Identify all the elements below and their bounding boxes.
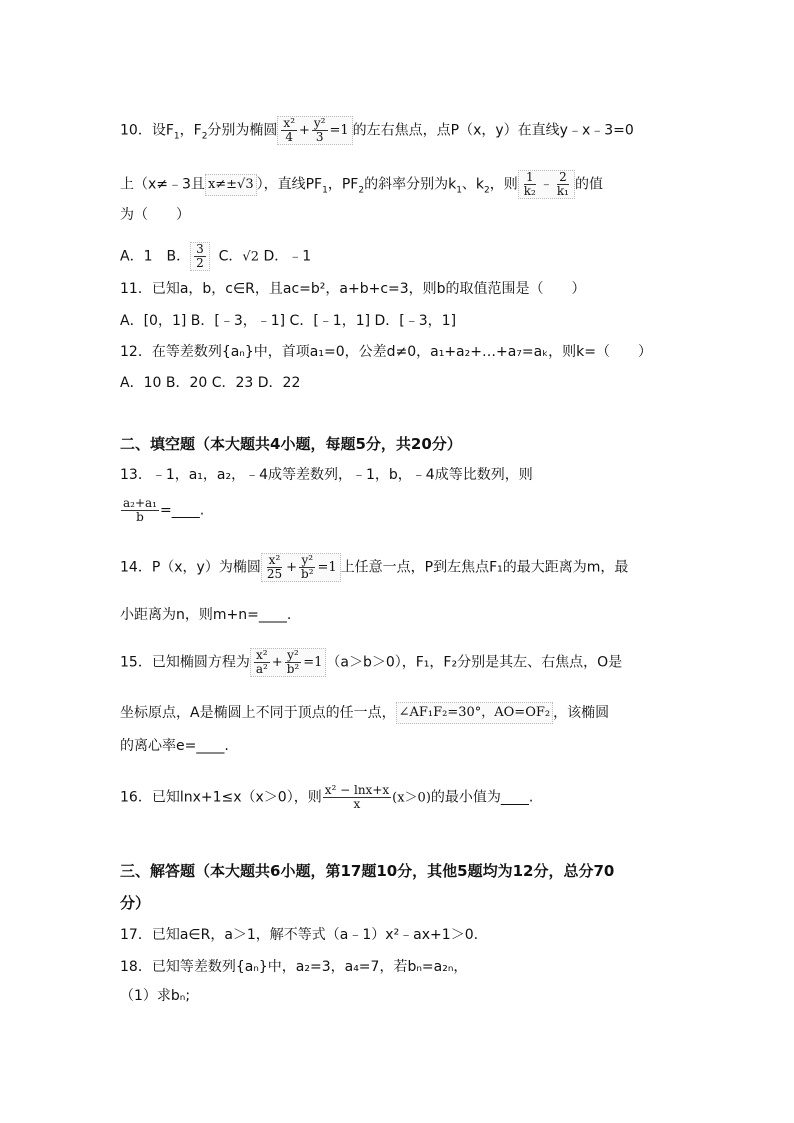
- section-2-heading: 二、填空题（本大题共4小题，每题5分，共20分）: [120, 435, 462, 453]
- question-13-expression: $\frac{\text{a₂+a₁}}{b}$ =____.: [123, 496, 205, 524]
- question-16-text: 16．已知lnx+1≤x（x＞0），则 $\frac{\text{x² − lnx+x}}{x}$ (x＞0)的最小值为____.: [120, 783, 534, 811]
- question-18-text: 18．已知等差数列{aₙ}中，a₂=3，a₄=7，若bₙ=a₂ₙ，: [120, 959, 468, 975]
- question-15-line-1: 15．已知椭圆方程为 $\frac{\text{x²}}{\text{a²}}$ + $\frac{\text{y²}}{\text{b²}}$ =1 （a＞b＞0），F₁，F₂分别是其左、右焦点，O是: [120, 648, 623, 676]
- angle-condition-image: ∠AF₁F₂=30°，AO=OF₂: [396, 702, 554, 724]
- question-10-line-2: 上（x≠﹣3且 x≠±√3 ），直线$PF_1$，$PF_2$的斜率分别为$k_1$、$k_2$，则 $\frac{1}{\text{k₂}}$ ﹣ $\frac{2}{\text{k₁}}$ 的值: [120, 170, 603, 198]
- fraction-image: $\frac{\text{a₂+a₁}}{b}$: [123, 496, 157, 524]
- question-18-part-1: （1）求bₙ;: [120, 988, 191, 1004]
- question-10-line-3: 为（ ）: [120, 207, 190, 223]
- ellipse-equation-image: $\frac{\text{x²}}{4}$ + $\frac{\text{y²}}{3}$ =1: [277, 116, 352, 145]
- question-10-line-1: 10．设$F_1$，$F_2$分别为椭圆 $\frac{\text{x²}}{4}$ + $\frac{\text{y²}}{3}$ =1 的左右焦点，点P（x，y）在直线y﹣x﹣3=0: [120, 116, 634, 144]
- condition-formula-image: x≠±√3: [205, 174, 257, 196]
- question-14-line-2: 小距离为n，则m+n=____.: [120, 607, 292, 623]
- ellipse-equation-image: $\frac{\text{x²}}{\text{a²}}$ + $\frac{\text{y²}}{\text{b²}}$ =1: [250, 648, 327, 677]
- option-b-fraction-image: $\frac{3}{2}$: [190, 242, 210, 271]
- question-15-line-2: 坐标原点，A是椭圆上不同于顶点的任一点， ∠AF₁F₂=30°，AO=OF₂ ，该椭圆: [120, 702, 609, 724]
- section-3-heading: 三、解答题（本大题共6小题，第17题10分，其他5题均为12分，总分70: [120, 862, 615, 880]
- section-3-heading-cont: 分）: [120, 894, 151, 912]
- question-11-options: A．[0，1] B．[﹣3，﹣1] C．[﹣1，1] D．[﹣3，1]: [120, 313, 457, 329]
- question-14-line-1: 14．P（x，y）为椭圆 $\frac{\text{x²}}{25}$ + $\frac{\text{y²}}{\text{b²}}$ =1 上任意一点，P到左焦点F₁的最大距离为m，最: [120, 553, 629, 581]
- question-11-text: 11．已知a，b，c∈R，且ac=b²，a+b+c=3，则b的取值范围是（ ）: [120, 281, 586, 297]
- question-12-text: 12．在等差数列{aₙ}中，首项a₁=0，公差d≠0，a₁+a₂+…+a₇=aₖ，则k=（ ）: [120, 344, 653, 360]
- question-17-text: 17．已知a∈R，a＞1，解不等式（a﹣1）x²﹣ax+1＞0.: [120, 927, 479, 943]
- fraction-image: $\frac{\text{x² − lnx+x}}{x}$: [324, 783, 390, 811]
- question-15-line-3: 的离心率e=____.: [120, 738, 229, 754]
- slope-expression-image: $\frac{1}{\text{k₂}}$ ﹣ $\frac{2}{\text{k₁}}$: [518, 170, 575, 199]
- question-12-options: A．10 B．20 C．23 D．22: [120, 375, 301, 391]
- question-number: 10．: [120, 122, 152, 139]
- ellipse-equation-image: $\frac{\text{x²}}{25}$ + $\frac{\text{y²}}{\text{b²}}$ =1: [261, 553, 341, 582]
- question-10-options: A．1 B． $\frac{3}{2}$ C．√2 D．﹣1: [120, 242, 312, 270]
- question-13-text: 13．﹣1，a₁，a₂，﹣4成等差数列，﹣1，b，﹣4成等比数列，则: [120, 467, 533, 483]
